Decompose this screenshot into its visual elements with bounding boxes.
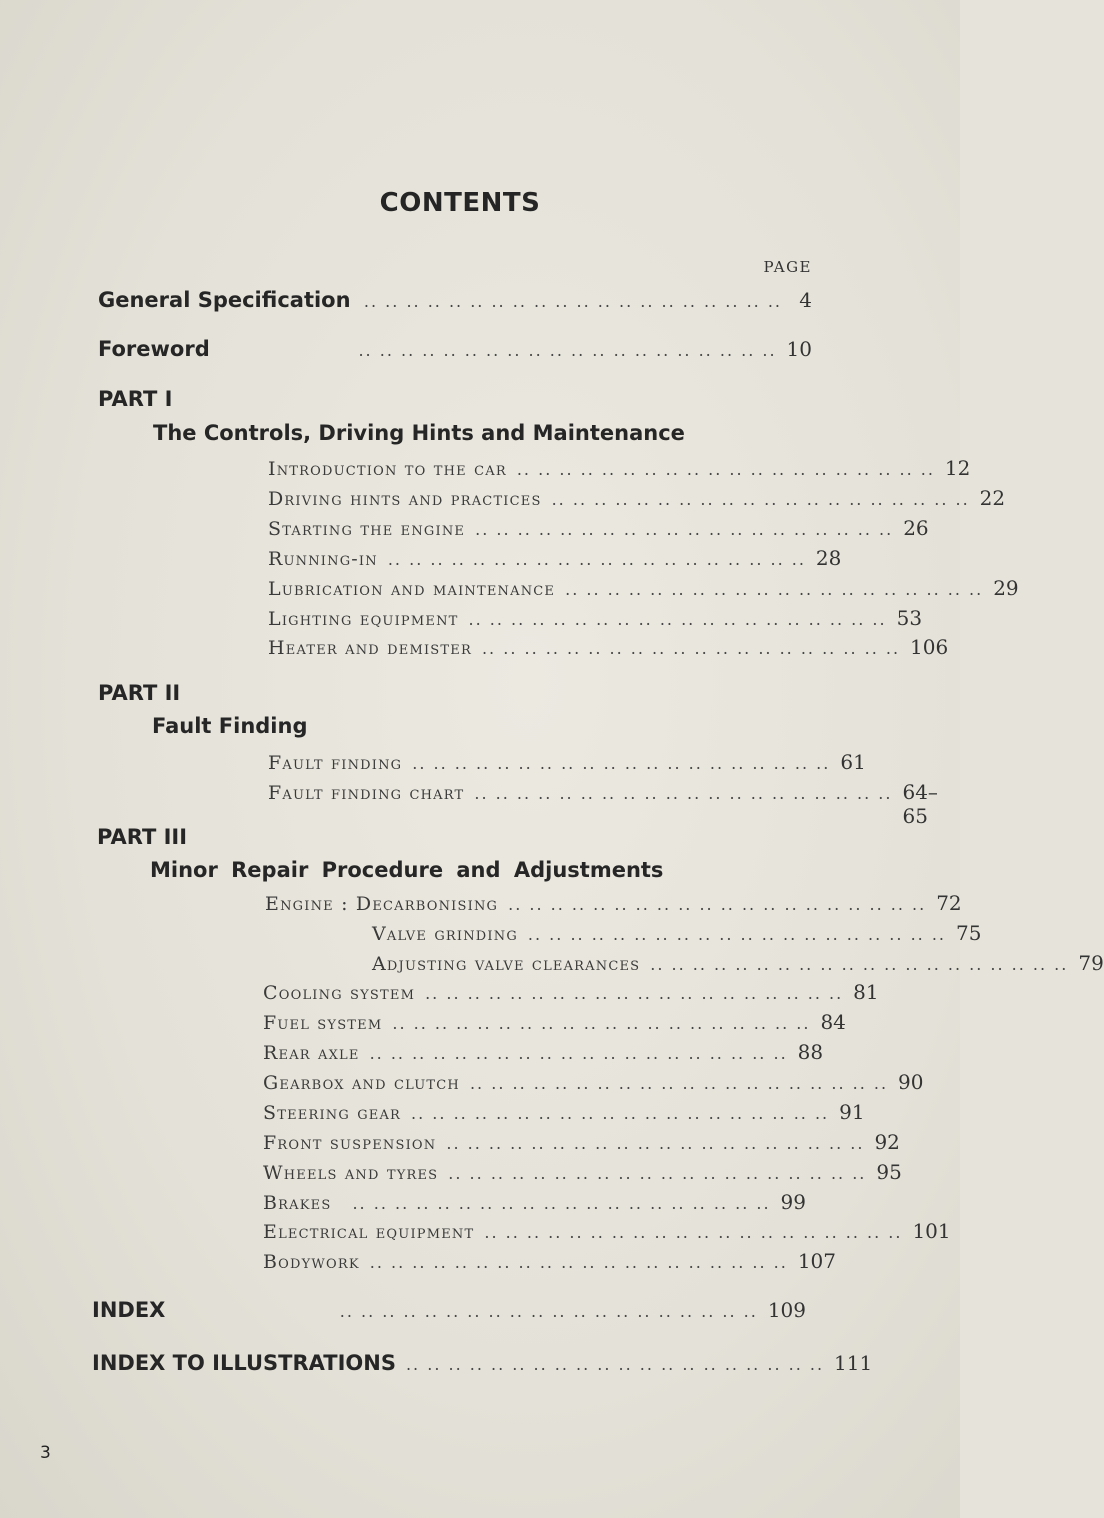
toc-entry-page: 28: [815, 546, 842, 570]
toc-entry-label: INDEX: [92, 1298, 166, 1322]
toc-entry[interactable]: [263, 1070, 924, 1094]
toc-entry-page: 109: [767, 1298, 806, 1322]
toc-entry-page: 99: [780, 1190, 806, 1214]
toc-entry-page: 90: [898, 1070, 924, 1094]
toc-entry-label: Running-in: [268, 548, 378, 570]
toc-entry-label: Foreword: [98, 337, 210, 361]
dot-leader: .. .. .. .. .. .. .. .. .. .. .. .. .. .. .. .. .. .. .. ..: [475, 520, 894, 539]
dot-leader: .. .. .. .. .. .. .. .. .. .. .. .. .. .. .. .. .. .. .. ..: [474, 784, 893, 803]
toc-entry-page: 91: [839, 1100, 865, 1124]
dot-leader: .. .. .. .. .. .. .. .. .. .. .. .. .. .. .. .. .. .. .. ..: [363, 292, 782, 311]
toc-entry[interactable]: [263, 980, 879, 1004]
toc-entry-label: Fault finding: [268, 752, 403, 774]
toc-entry-label: Steering gear: [263, 1102, 402, 1124]
toc-entry[interactable]: [268, 635, 949, 659]
toc-entry-label: Cooling system: [263, 982, 416, 1004]
dot-leader: .. .. .. .. .. .. .. .. .. .. .. .. .. .. .. .. .. .. .. ..: [551, 490, 970, 509]
toc-entry[interactable]: [92, 1298, 806, 1322]
toc-entry[interactable]: [263, 1010, 846, 1034]
toc-entry-label: Fuel system: [263, 1012, 383, 1034]
dot-leader: .. .. .. .. .. .. .. .. .. .. .. .. .. .. .. .. .. .. .. ..: [468, 610, 887, 629]
toc-entry[interactable]: [268, 576, 1019, 600]
page-column-label: PAGE: [763, 258, 812, 276]
part-subtitle: The Controls, Driving Hints and Maintenance: [153, 421, 685, 445]
toc-entry[interactable]: [263, 1219, 951, 1243]
part-subtitle: Fault Finding: [152, 714, 308, 738]
dot-leader: .. .. .. .. .. .. .. .. .. .. .. .. .. .. .. .. .. .. .. ..: [358, 341, 777, 360]
dot-leader: .. .. .. .. .. .. .. .. .. .. .. .. .. .. .. .. .. .. .. ..: [446, 1134, 865, 1153]
toc-entry-label: Heater and demister: [268, 637, 472, 659]
dot-leader: .. .. .. .. .. .. .. .. .. .. .. .. .. .. .. .. .. .. .. ..: [650, 955, 1069, 974]
toc-entry-page: 72: [936, 891, 962, 915]
toc-entry-page: 106: [910, 635, 949, 659]
dot-leader: .. .. .. .. .. .. .. .. .. .. .. .. .. .. .. .. .. .. .. ..: [392, 1014, 811, 1033]
toc-entry-page: 26: [903, 516, 929, 540]
toc-entry[interactable]: [98, 288, 812, 312]
toc-entry[interactable]: [263, 1100, 865, 1124]
toc-entry-label: Electrical equipment: [263, 1221, 475, 1243]
toc-entry-page: 95: [876, 1160, 902, 1184]
toc-entry-label: Brakes: [263, 1192, 332, 1214]
toc-entry-page: 75: [956, 921, 982, 945]
toc-entry-label: Rear axle: [263, 1042, 360, 1064]
toc-entry-label: Front suspension: [263, 1132, 437, 1154]
toc-entry[interactable]: [268, 456, 971, 480]
dot-leader: .. .. .. .. .. .. .. .. .. .. .. .. .. .. .. .. .. .. .. ..: [339, 1302, 758, 1321]
toc-entry-page: 4: [799, 288, 812, 312]
toc-entry-label: Lubrication and maintenance: [268, 578, 556, 600]
toc-entry-label: General Specification: [98, 288, 351, 312]
part-heading: PART I: [98, 387, 173, 411]
toc-entry-page: 12: [944, 456, 971, 480]
toc-entry-page: 84: [820, 1010, 846, 1034]
dot-leader: .. .. .. .. .. .. .. .. .. .. .. .. .. .. .. .. .. .. .. ..: [425, 984, 844, 1003]
toc-entry-label: Starting the engine: [268, 518, 466, 540]
dot-leader: .. .. .. .. .. .. .. .. .. .. .. .. .. .. .. .. .. .. .. ..: [369, 1253, 788, 1272]
toc-entry[interactable]: [268, 546, 842, 570]
toc-entry-page: 92: [874, 1130, 900, 1154]
toc-entry-label: Lighting equipment: [268, 608, 459, 630]
toc-entry-page: 61: [840, 750, 866, 774]
dot-leader: .. .. .. .. .. .. .. .. .. .. .. .. .. .. .. .. .. .. .. ..: [484, 1223, 903, 1242]
dot-leader: .. .. .. .. .. .. .. .. .. .. .. .. .. .. .. .. .. .. .. ..: [481, 639, 901, 658]
toc-entry[interactable]: [263, 1040, 824, 1064]
dot-leader: .. .. .. .. .. .. .. .. .. .. .. .. .. .. .. .. .. .. .. ..: [412, 754, 831, 773]
toc-entry-page: 88: [797, 1040, 824, 1064]
toc-entry[interactable]: [263, 1249, 837, 1273]
dot-leader: .. .. .. .. .. .. .. .. .. .. .. .. .. .. .. .. .. .. .. ..: [527, 925, 946, 944]
dot-leader: .. .. .. .. .. .. .. .. .. .. .. .. .. .. .. .. .. .. .. ..: [369, 1044, 788, 1063]
toc-entry-label: Wheels and tyres: [263, 1162, 439, 1184]
toc-entry-page: 53: [896, 606, 923, 630]
toc-entry-page: 81: [853, 980, 879, 1004]
toc-entry[interactable]: [268, 606, 923, 630]
toc-entry[interactable]: [268, 516, 929, 540]
toc-entry[interactable]: [268, 780, 938, 828]
toc-entry[interactable]: [268, 750, 866, 774]
part-subtitle: Minor Repair Procedure and Adjustments: [150, 858, 664, 882]
part-heading: PART II: [98, 681, 181, 705]
toc-entry[interactable]: [263, 1190, 806, 1214]
toc-entry-page: 10: [786, 337, 812, 361]
page-title: CONTENTS: [379, 188, 541, 218]
toc-entry[interactable]: [92, 1351, 873, 1375]
dot-leader: .. .. .. .. .. .. .. .. .. .. .. .. .. .. .. .. .. .. .. ..: [411, 1104, 830, 1123]
toc-entry-label: INDEX TO ILLUSTRATIONS: [92, 1351, 396, 1375]
dot-leader: .. .. .. .. .. .. .. .. .. .. .. .. .. .. .. .. .. .. .. ..: [387, 550, 806, 569]
toc-entry-label: Valve grinding: [372, 923, 518, 945]
toc-entry-page: 22: [979, 486, 1006, 510]
toc-entry-label: Bodywork: [263, 1251, 360, 1273]
part-heading: PART III: [97, 825, 188, 849]
toc-entry-label: Engine : Decarbonising: [265, 893, 499, 915]
toc-entry[interactable]: [263, 1160, 902, 1184]
toc-entry-page: 64–65: [902, 780, 938, 828]
toc-entry[interactable]: [372, 921, 982, 945]
toc-entry[interactable]: [372, 951, 1104, 975]
dot-leader: .. .. .. .. .. .. .. .. .. .. .. .. .. .. .. .. .. .. .. ..: [405, 1355, 825, 1374]
toc-entry[interactable]: [98, 337, 812, 361]
toc-entry-page: 111: [834, 1351, 873, 1375]
toc-entry-label: Introduction to the car: [268, 458, 507, 480]
toc-entry[interactable]: [263, 1130, 900, 1154]
dot-leader: .. .. .. .. .. .. .. .. .. .. .. .. .. .. .. .. .. .. .. ..: [352, 1194, 771, 1213]
toc-entry-page: 29: [993, 576, 1019, 600]
toc-entry-label: Adjusting valve clearances: [372, 953, 641, 975]
dot-leader: .. .. .. .. .. .. .. .. .. .. .. .. .. .. .. .. .. .. .. ..: [469, 1074, 889, 1093]
toc-entry-label: Gearbox and clutch: [263, 1072, 460, 1094]
dot-leader: .. .. .. .. .. .. .. .. .. .. .. .. .. .. .. .. .. .. .. ..: [516, 460, 935, 479]
toc-entry-label: Fault finding chart: [268, 782, 465, 804]
toc-entry-label: Driving hints and practices: [268, 488, 542, 510]
page-number: 3: [40, 1443, 51, 1463]
toc-entry-page: 79: [1078, 951, 1104, 975]
toc-entry-page: 101: [912, 1219, 951, 1243]
toc-entry-page: 107: [797, 1249, 837, 1273]
toc-entry[interactable]: [265, 891, 962, 915]
toc-entry[interactable]: [268, 486, 1006, 510]
dot-leader: .. .. .. .. .. .. .. .. .. .. .. .. .. .. .. .. .. .. .. ..: [448, 1164, 867, 1183]
dot-leader: .. .. .. .. .. .. .. .. .. .. .. .. .. .. .. .. .. .. .. ..: [508, 895, 927, 914]
dot-leader: .. .. .. .. .. .. .. .. .. .. .. .. .. .. .. .. .. .. .. ..: [565, 580, 984, 599]
